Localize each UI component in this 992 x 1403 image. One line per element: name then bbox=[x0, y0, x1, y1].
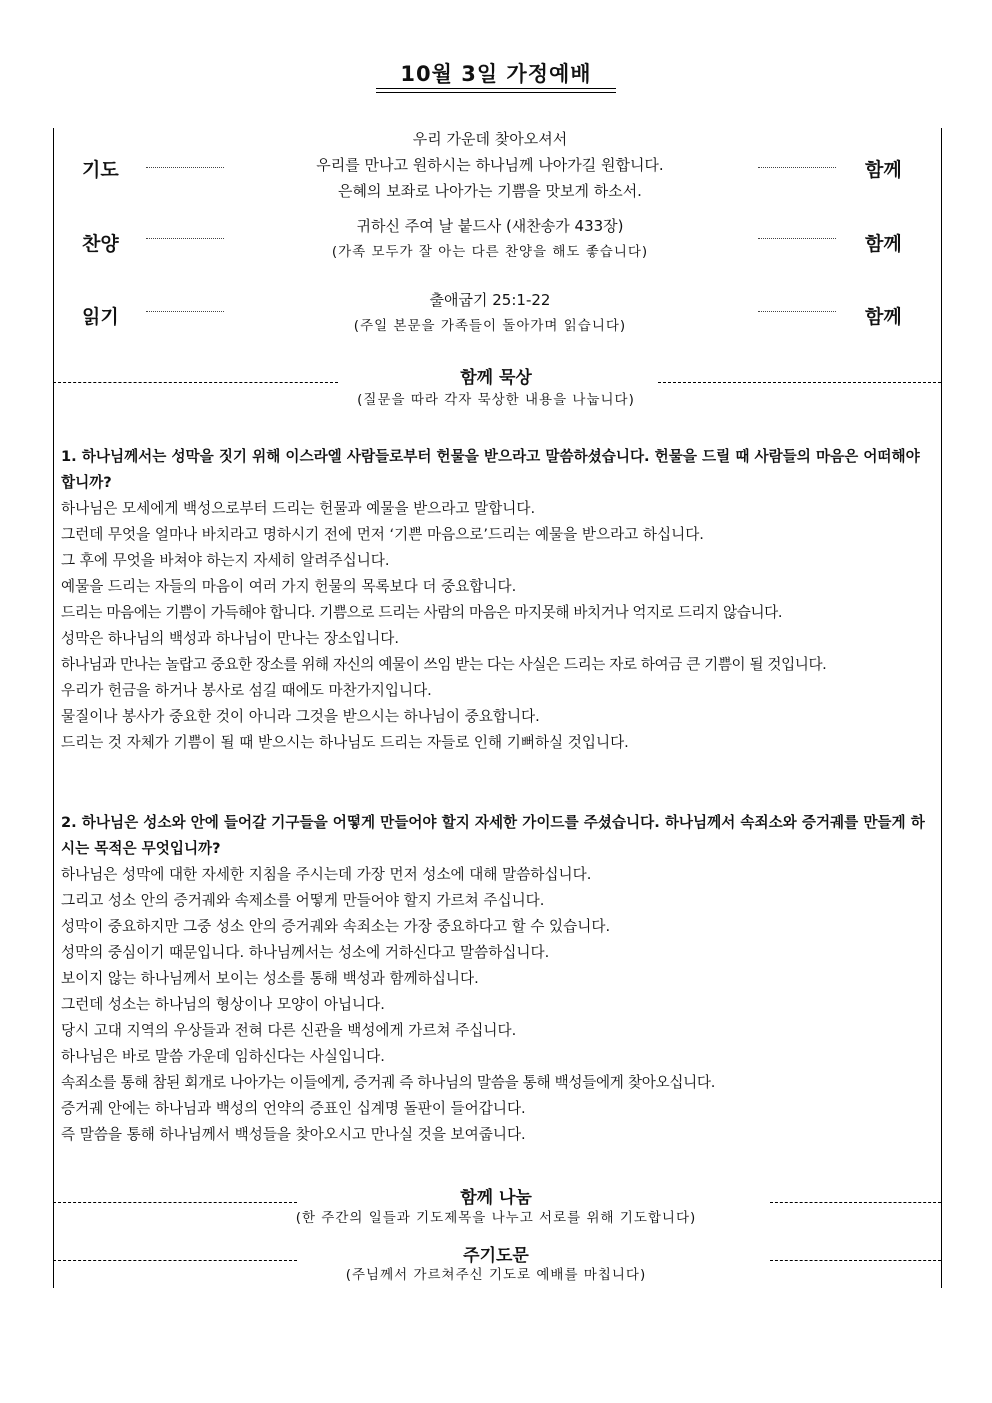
answer-line: 보이지 않는 하나님께서 보이는 성소를 통해 백성과 함께하십니다. bbox=[61, 970, 479, 987]
hymn-title: 귀하신 주여 날 붙드사 (새찬송가 433장) bbox=[356, 217, 624, 235]
answer-line: 성막이 중요하지만 그중 성소 안의 증거궤와 속죄소는 가장 중요하다고 할 수 있습니다. bbox=[61, 918, 611, 935]
answer-line: 증거궤 안에는 하나님과 백성의 언약의 증표인 십계명 돌판이 들어갑니다. bbox=[61, 1100, 526, 1117]
leader-dots bbox=[758, 167, 836, 168]
lords-prayer-subtitle: (주님께서 가르쳐주신 기도로 예배를 마칩니다) bbox=[345, 1267, 647, 1283]
leader-dots bbox=[146, 238, 224, 239]
answer-line: 하나님은 모세에게 백성으로부터 드리는 헌물과 예물을 받으라고 말합니다. bbox=[61, 500, 536, 517]
leader-dots bbox=[758, 238, 836, 239]
frame-right-border bbox=[941, 128, 942, 1288]
lords-prayer-heading: 주기도문 bbox=[463, 1246, 529, 1266]
answer-line: 성막의 중심이기 때문입니다. 하나님께서는 성소에 거하신다고 말씀하십니다. bbox=[61, 944, 550, 961]
reading-note: (주일 본문을 가족들이 돌아가며 읽습니다) bbox=[353, 318, 627, 334]
title-underline bbox=[376, 88, 616, 89]
question-1-block bbox=[61, 444, 936, 756]
meditation-subtitle: (질문을 따라 각자 묵상한 내용을 나눕니다) bbox=[357, 392, 635, 408]
hymn-text bbox=[230, 213, 750, 265]
hymn-together-label: 함께 bbox=[865, 233, 902, 255]
reading-passage: 출애굽기 25:1-22 bbox=[429, 291, 551, 309]
answer-line: 속죄소를 통해 참된 회개로 나아가는 이들에게, 증거궤 즉 하나님의 말씀을 통해 백성들에게 찾아오십니다. bbox=[61, 1074, 716, 1091]
leader-dots bbox=[758, 311, 836, 312]
answer-line: 하나님과 만나는 놀랍고 중요한 장소를 위해 자신의 예물이 쓰임 받는 다는 사실은 드리는 자로 하여금 큰 기쁨이 될 것입니다. bbox=[61, 656, 827, 673]
answer-line: 하나님은 성막에 대한 자세한 지침을 주시는데 가장 먼저 성소에 대해 말씀하십니다. bbox=[61, 866, 592, 883]
leader-dots bbox=[146, 311, 224, 312]
reading-label: 읽기 bbox=[82, 306, 119, 328]
title-underline-2 bbox=[376, 92, 616, 93]
prayer-line: 우리를 만나고 원하시는 하나님께 나아가길 원합니다. bbox=[316, 156, 664, 174]
answer-line: 드리는 것 자체가 기쁨이 될 때 받으시는 하나님도 드리는 자들로 인해 기뻐하실 것입니다. bbox=[61, 734, 629, 751]
answer-line: 그 후에 무엇을 바쳐야 하는지 자세히 알려주십니다. bbox=[61, 552, 390, 569]
prayer-text bbox=[230, 126, 750, 204]
answer-line: 물질이나 봉사가 중요한 것이 아니라 그것을 받으시는 하나님이 중요합니다. bbox=[61, 708, 540, 725]
sharing-subtitle: (한 주간의 일들과 기도제목을 나누고 서로를 위해 기도합니다) bbox=[295, 1210, 697, 1226]
prayer-line: 우리 가운데 찾아오셔서 bbox=[412, 130, 568, 148]
sharing-heading: 함께 나눔 bbox=[460, 1188, 532, 1208]
question-2-block bbox=[61, 810, 936, 1148]
hymn-label: 찬양 bbox=[82, 233, 119, 255]
frame-left-border bbox=[53, 128, 54, 1288]
meditation-heading: 함께 묵상 bbox=[460, 368, 532, 388]
answer-line: 그런데 무엇을 얼마나 바치라고 명하시기 전에 먼저 ‘기쁜 마음으로’드리는 예물을 받으라고 하십니다. bbox=[61, 526, 704, 543]
hymn-note: (가족 모두가 잘 아는 다른 찬양을 해도 좋습니다) bbox=[331, 244, 649, 260]
reading-text bbox=[230, 287, 750, 339]
leader-dots bbox=[146, 167, 224, 168]
prayer-together-label: 함께 bbox=[865, 159, 902, 181]
answer-line: 우리가 헌금을 하거나 봉사로 섬길 때에도 마찬가지입니다. bbox=[61, 682, 432, 699]
question-2: 2. 하나님은 성소와 안에 들어갈 기구들을 어떻게 만들어야 할지 자세한 가이드를 주셨습니다. 하나님께서 속죄소와 증거궤를 만들게 하시는 목적은 무엇입니까? bbox=[61, 814, 925, 857]
answer-line: 그리고 성소 안의 증거궤와 속제소를 어떻게 만들어야 할지 가르쳐 주십니다. bbox=[61, 892, 545, 909]
reading-together-label: 함께 bbox=[865, 306, 902, 328]
page-title: 10월 3일 가정예배 bbox=[400, 62, 592, 86]
prayer-line: 은혜의 보좌로 나아가는 기쁨을 맛보게 하소서. bbox=[338, 182, 642, 200]
answer-line: 예물을 드리는 자들의 마음이 여러 가지 헌물의 목록보다 더 중요합니다. bbox=[61, 578, 517, 595]
question-1: 1. 하나님께서는 성막을 짓기 위해 이스라엘 사람들로부터 헌물을 받으라고 말씀하셨습니다. 헌물을 드릴 때 사람들의 마음은 어떠해야 합니까? bbox=[61, 448, 920, 491]
answer-line: 하나님은 바로 말씀 가운데 임하신다는 사실입니다. bbox=[61, 1048, 385, 1065]
answer-line: 성막은 하나님의 백성과 하나님이 만나는 장소입니다. bbox=[61, 630, 399, 647]
prayer-label: 기도 bbox=[82, 159, 119, 181]
answer-line: 당시 고대 지역의 우상들과 전혀 다른 신관을 백성에게 가르쳐 주십니다. bbox=[61, 1022, 517, 1039]
answer-line: 즉 말씀을 통해 하나님께서 백성들을 찾아오시고 만나실 것을 보여줍니다. bbox=[61, 1126, 526, 1143]
answer-line: 드리는 마음에는 기쁨이 가득해야 합니다. 기쁨으로 드리는 사람의 마음은 마지못해 바치거나 억지로 드리지 않습니다. bbox=[61, 604, 783, 621]
answer-line: 그런데 성소는 하나님의 형상이나 모양이 아닙니다. bbox=[61, 996, 385, 1013]
